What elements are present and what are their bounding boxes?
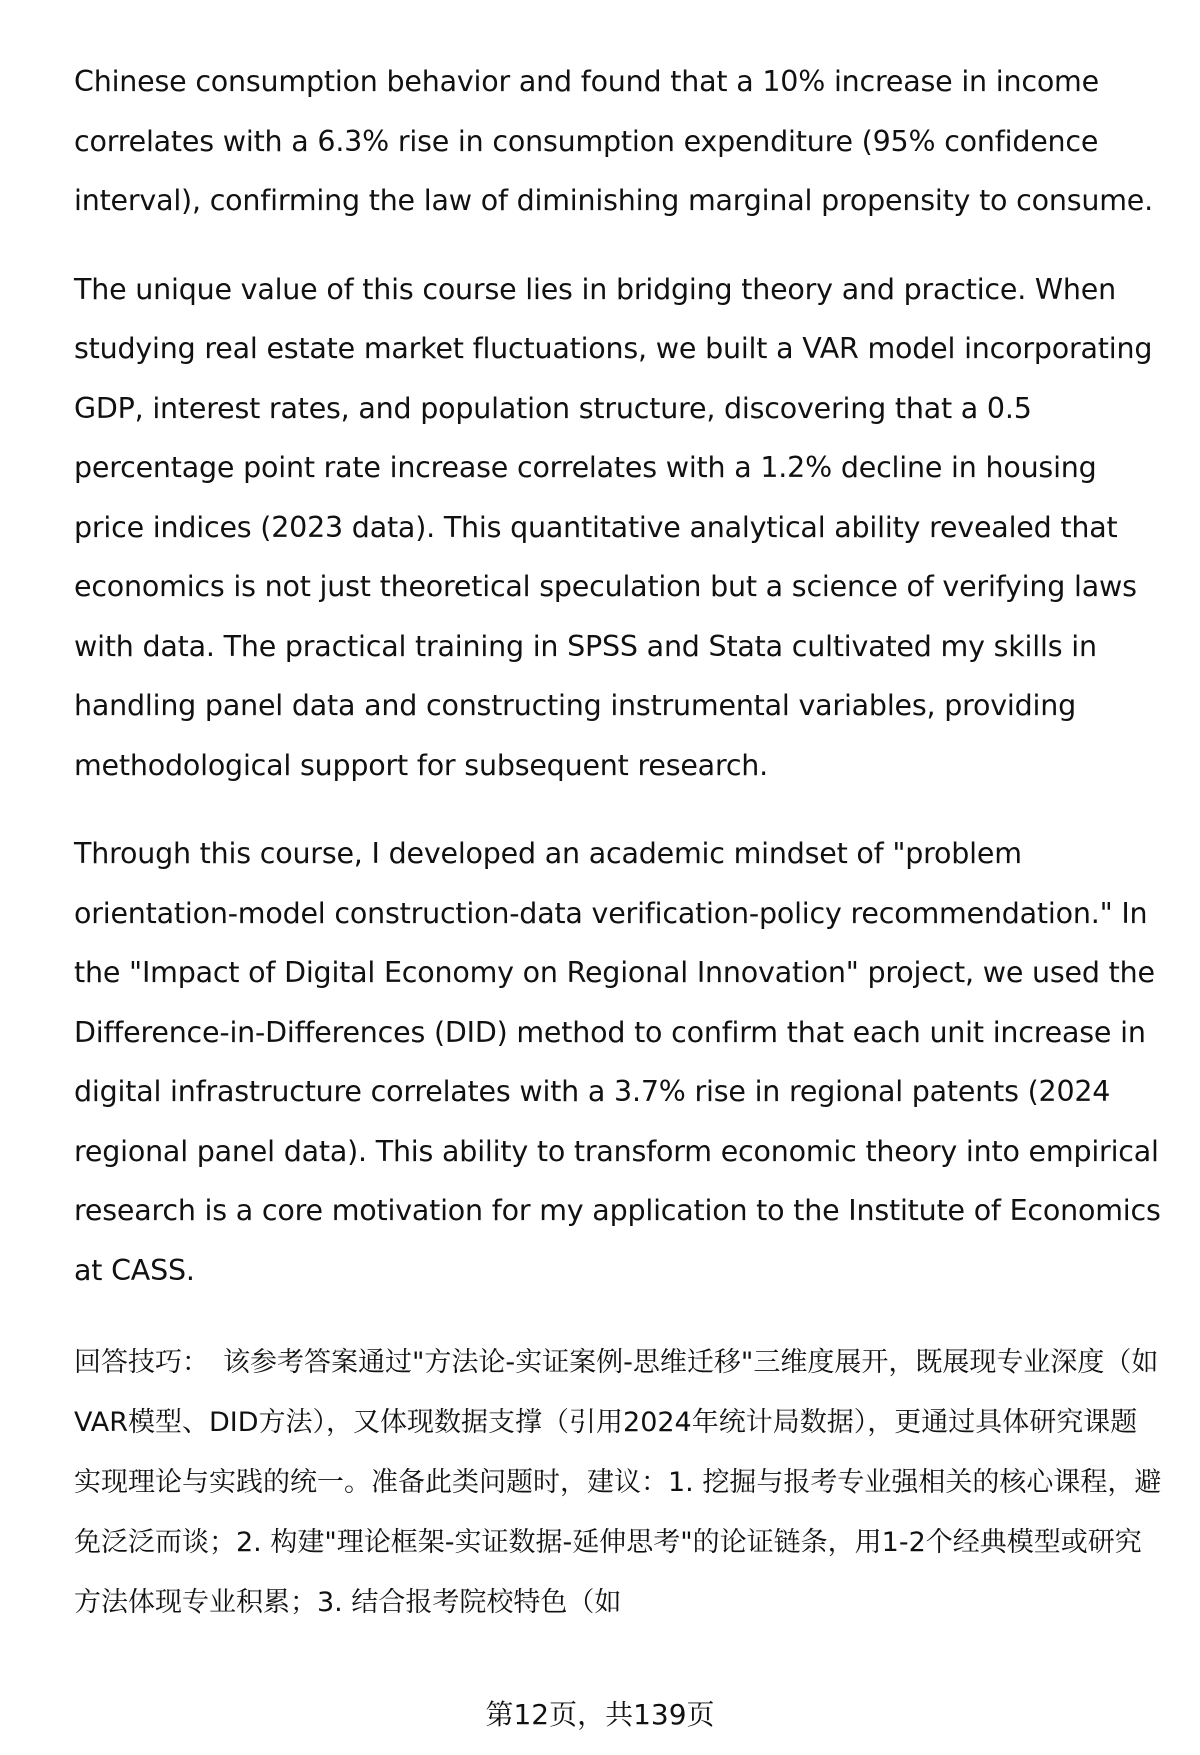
- paragraph-academic-mindset: Through this course, I developed an academic mindset of "problem orientation-model construction-data verification-policy recommendation." In the "Impact of Digital Economy on Regional Innovation" project, we used the Difference-in-Differences (DID) method to confirm that each unit increase in digital infrastructure correlates with a 3.7% rise in regional patents (2024 regional panel data). This ability to transform economic theory into empirical research is a core motivation for my application to the Institute of Economics at CASS.: [74, 837, 1161, 1287]
- paragraph-course-value: The unique value of this course lies in bridging theory and practice. When studying real estate market fluctuations, we built a VAR model incorporating GDP, interest rates, and population structure, discovering that a 0.5 percentage point rate increase correlates with a 1.2% decline in housing price indices (2023 data). This quantitative analytical ability revealed that economics is not just theoretical speculation but a science of verifying laws with data. The practical training in SPSS and Stata cultivated my skills in handling panel data and constructing instrumental variables, providing methodological support for subsequent research.: [74, 272, 1153, 782]
- paragraph-spacer: [74, 231, 1164, 260]
- paragraph-spacer: [74, 1300, 1164, 1333]
- page-number: 第12页，共139页: [485, 1698, 715, 1731]
- document-body: [74, 52, 1164, 1633]
- answer-tip: [74, 1333, 1164, 1633]
- answer-tip-label: 回答技巧：: [74, 1347, 209, 1378]
- paragraph-consumption: Chinese consumption behavior and found that a 10% increase in income correlates with a 6.3% rise in consumption expenditure (95% confidence interval), confirming the law of diminishing marginal propensity to consume.: [74, 65, 1153, 217]
- answer-tip-text: 该参考答案通过"方法论-实证案例-思维迁移"三维度展开，既展现专业深度（如VAR模型、DID方法），又体现数据支撑（引用2024年统计局数据），更通过具体研究课题实现理论与实践的统一。准备此类问题时，建议：1. 挖掘与报考专业强相关的核心课程，避免泛泛而谈；2. 构建"理论框架-实证数据-延伸思考"的论证链条，用1-2个经典模型或研究方法体现专业积累；3. 结合报考院校特色（如: [74, 1347, 1162, 1618]
- paragraph-spacer: [74, 795, 1164, 824]
